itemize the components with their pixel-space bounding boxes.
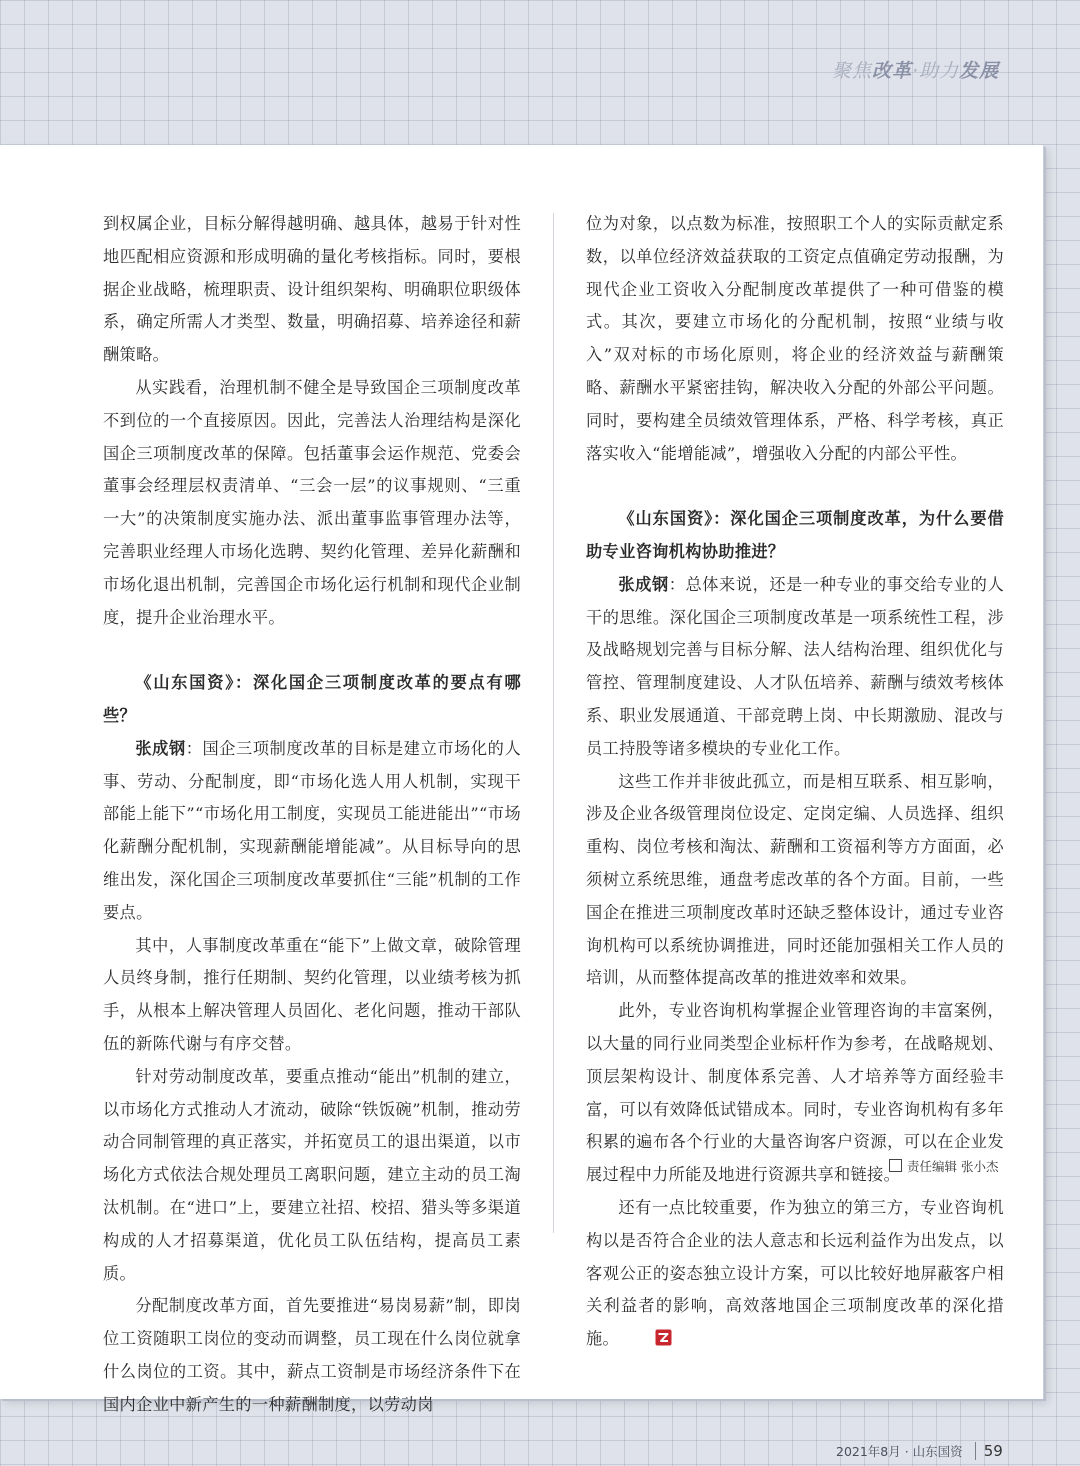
paragraph: 针对劳动制度改革，要重点推动“能出”机制的建立，以市场化方式推动人才流动，破除“铁饭碗”机制，推动劳动合同制管理的真正落实，并拓宽员工的退出渠道，以市场化方式依法合规处理员工离职问题，建立主动的员工淘汰机制。在“进口”上，要建立社招、校招、猎头等多渠道构成的人才招募渠道，优化员工队伍结构，提高员工素质。 [103, 1066, 521, 1283]
paragraph: 这些工作并非彼此孤立，而是相互联系、相互影响，涉及企业各级管理岗位设定、定岗定编、人员选择、组织重构、岗位考核和淘汰、薪酬和工资福利等方方面面，必须树立系统思维，通盘考虑改革的各个方面。目前，一些国企在推进三项制度改革时还缺乏整体设计，通过专业咨询机构可以系统协调推进，同时还能加强相关工作人员的培训，从而整体提高改革的推进效率和效果。 [586, 771, 1004, 988]
paragraph: 其中，人事制度改革重在“能下”上做文章，破除管理人员终身制，推行任期制、契约化管理，以业绩考核为抓手，从根本上解决管理人员固化、老化问题，推动干部队伍的新陈代谢与有序交替。 [103, 935, 521, 1053]
article-panel [0, 145, 1044, 1414]
page-number: 59 [983, 1442, 1003, 1460]
paragraph: 分配制度改革方面，首先要推进“易岗易薪”制，即岗位工资随职工岗位的变动而调整，员工现在什么岗位就拿什么岗位的工资。其中，薪点工资制是市场经济条件下在国内企业中新产生的一种薪酬制度，以劳动岗 [103, 1296, 521, 1414]
right-column [586, 208, 1004, 1356]
paragraph [586, 1192, 1004, 1356]
answer-text: ：国企三项制度改革的目标是建立市场化的人事、劳动、分配制度，即“市场化选人用人机制，实现干部能上能下”“市场化用工制度，实现员工能进能出”“市场化薪酬分配机制，实现薪酬能增能减”。从目标导向的思维出发，深化国企三项制度改革要抓住“三能”机制的工作要点。 [103, 738, 521, 922]
header-tag-text-2: 改革 [872, 60, 913, 82]
header-tag-text-1: 聚焦 [832, 60, 873, 82]
paragraph: 从实践看，治理机制不健全是导致国企三项制度改革不到位的一个直接原因。因此，完善法人治理结构是深化国企三项制度改革的保障。包括董事会运作规范、党委会董事会经理层权责清单、“三会一层”的议事规则、“三重一大”的决策制度实施办法、派出董事监事管理办法等，完善职业经理人市场化选聘、契约化管理、差异化薪酬和市场化退出机制，完善国企市场化运行机制和现代企业制度，提升企业治理水平。 [103, 377, 521, 627]
answer-text: ：总体来说，还是一种专业的事交给专业的人干的思维。深化国企三项制度改革是一项系统性工程，涉及战略规划完善与目标分解、法人结构治理、组织优化与管控、管理制度建设、人才队伍培养、薪酬与绩效考核体系、职业发展通道、干部竞聘上岗、中长期激励、混改与员工持股等诸多模块的专业化工作。 [586, 574, 1004, 758]
issue-label: 2021年8月 · 山东国资 [836, 1444, 963, 1459]
interview-answer [586, 569, 1004, 766]
interview-answer [103, 733, 521, 930]
paragraph: 此外，专业咨询机构掌握企业管理咨询的丰富案例，以大量的同行业同类型企业标杆作为参考，在战略规划、顶层架构设计、制度体系完善、人才培养等方面经验丰富，可以有效降低试错成本。同时，专业咨询机构有多年积累的遍布各个行业的大量咨询客户资源，可以在企业发展过程中力所能及地进行资源共享和链接。 [586, 1001, 1004, 1185]
column-divider [553, 213, 554, 1233]
paragraph: 到权属企业，目标分解得越明确、越具体，越易于针对性地匹配相应资源和形成明确的量化考核指标。同时，要根据企业战略，梳理职责、设计组织架构、明确职位职级体系，确定所需人才类型、数量，明确招募、培养途径和薪酬策略。 [103, 214, 521, 365]
page-footer [836, 1442, 1003, 1460]
interview-question: 《山东国资》：深化国企三项制度改革，为什么要借助专业咨询机构协助推进？ [586, 509, 1004, 561]
paragraph: 位为对象，以点数为标准，按照职工个人的实际贡献定系数，以单位经济效益获取的工资定点值确定劳动报酬，为现代企业工资收入分配制度改革提供了一种可借鉴的模式。其次，要建立市场化的分配机制，按照“业绩与收入”双对标的市场化原则，将企业的经济效益与薪酬策略、薪酬水平紧密挂钩，解决收入分配的外部公平问题。同时，要构建全员绩效管理体系，严格、科学考核，真正落实收入“能增能减”，增强收入分配的内部公平性。 [586, 214, 1004, 463]
header-tag-text-3: ·助力 [912, 60, 960, 82]
speaker-name: 张成钢 [135, 738, 186, 758]
closing-text: 还有一点比较重要，作为独立的第三方，专业咨询机构以是否符合企业的法人意志和长远利益作为出发点，以客观公正的姿态独立设计方案，可以比较好地屏蔽客户相关利益者的影响，高效落地国企三项制度改革的深化措施。 [586, 1197, 1004, 1349]
footer-separator [975, 1442, 976, 1460]
interview-question: 《山东国资》：深化国企三项制度改革的要点有哪些？ [103, 673, 521, 725]
responsible-editor [889, 1157, 998, 1175]
section-header-tag [832, 56, 999, 83]
header-tag-text-4: 发展 [959, 60, 1000, 82]
end-mark-icon [623, 1325, 640, 1342]
speaker-name: 张成钢 [618, 574, 669, 594]
left-column [103, 208, 521, 1421]
editor-credit: 责任编辑 张小杰 [907, 1159, 999, 1174]
checkbox-square-icon [889, 1159, 902, 1172]
